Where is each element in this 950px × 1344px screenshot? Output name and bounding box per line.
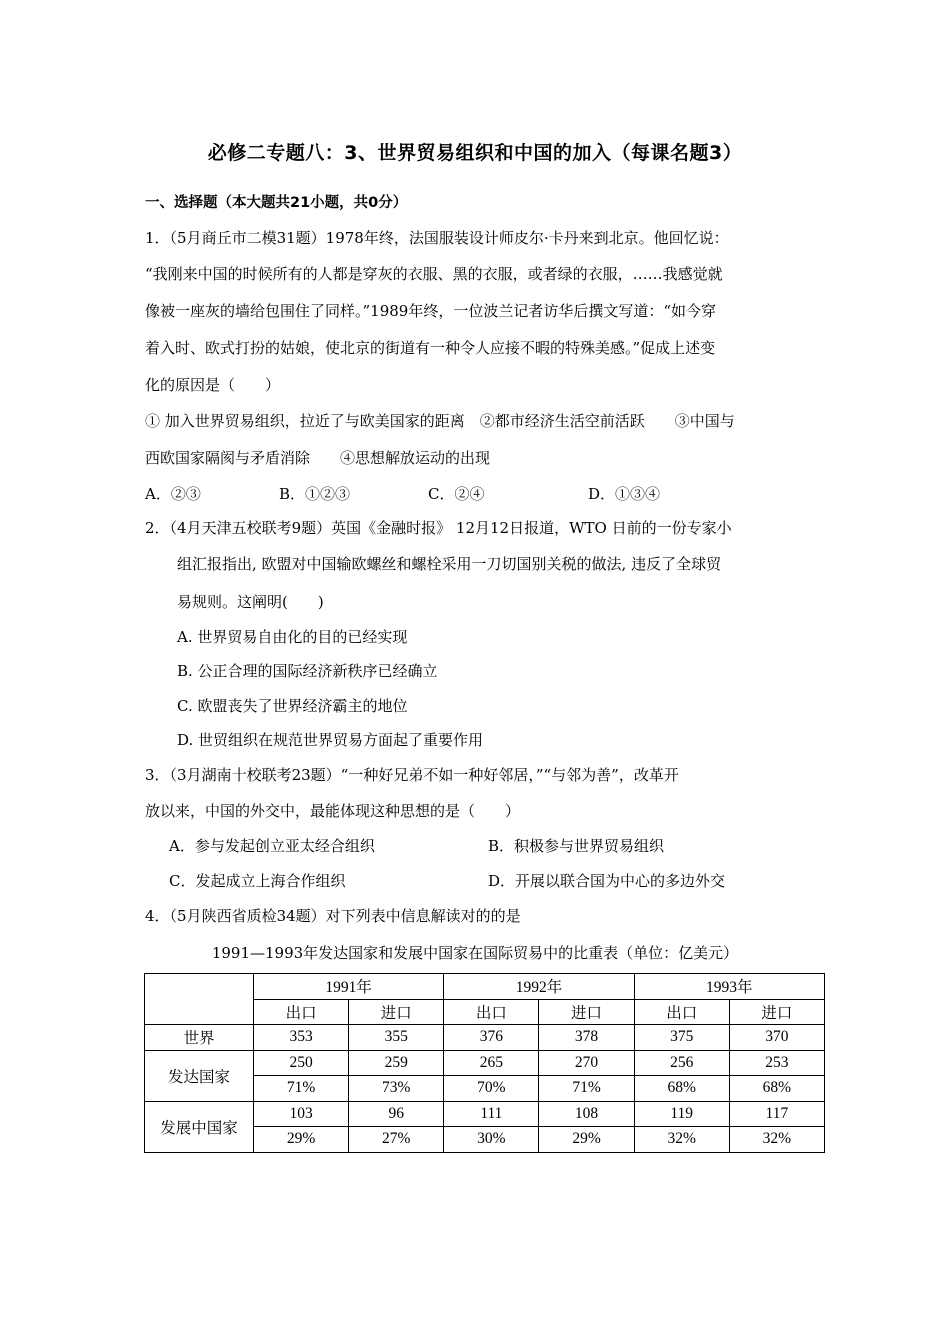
q2-line: 易规则。这阐明( ): [177, 593, 324, 611]
q2-option-d: D. 世贸组织在规范世界贸易方面起了重要作用: [177, 731, 484, 749]
table-cell: 265: [444, 1050, 539, 1076]
q1-option-a: A．②③: [145, 485, 201, 503]
row-label: 世界: [145, 1025, 254, 1051]
row-label: 发展中国家: [145, 1101, 254, 1152]
subheader-cell: 出口: [444, 999, 539, 1025]
q2-option-b: B. 公正合理的国际经济新秩序已经确立: [177, 662, 438, 680]
q2-line: 组汇报指出, 欧盟对中国输欧螺丝和螺栓采用一刀切国别关税的做法, 违反了全球贸: [177, 555, 722, 573]
q3-option-c: C．发起成立上海合作组织: [169, 872, 346, 890]
table-cell: 111: [444, 1101, 539, 1127]
q1-line: 1．（5月商丘市二模31题）1978年终，法国服装设计师皮尔·卡丹来到北京。他回忆说：: [145, 229, 729, 247]
table-cell: 29%: [254, 1127, 349, 1153]
subheader-cell: 出口: [254, 999, 349, 1025]
table-cell: 256: [634, 1050, 729, 1076]
q3-line: 放以来，中国的外交中，最能体现这种思想的是（ ）: [145, 802, 521, 820]
table-cell: 68%: [729, 1076, 824, 1102]
q2-option-a: A. 世界贸易自由化的目的已经实现: [177, 628, 408, 646]
table-row: [145, 1050, 825, 1076]
table-cell: 29%: [539, 1127, 634, 1153]
subheader-cell: 进口: [349, 999, 444, 1025]
q4-line: 4．（5月陕西省质检34题）对下列表中信息解读对的的是: [145, 907, 521, 925]
q2-option-c: C. 欧盟丧失了世界经济霸主的地位: [177, 697, 408, 715]
trade-share-table: [144, 973, 825, 1153]
table-cell: 117: [729, 1101, 824, 1127]
table-cell: 253: [729, 1050, 824, 1076]
q1-line: 像被一座灰的墙给包围住了同样。”1989年终，一位波兰记者访华后撰文写道：“如今穿: [145, 302, 717, 320]
table-cell: 250: [254, 1050, 349, 1076]
table-cell: 96: [349, 1101, 444, 1127]
table-cell: 27%: [349, 1127, 444, 1153]
page-title: 必修二专题八：3、世界贸易组织和中国的加入（每课名题3）: [207, 142, 743, 164]
subheader-cell: 进口: [539, 999, 634, 1025]
subheader-cell: 进口: [729, 999, 824, 1025]
table-cell: 355: [349, 1025, 444, 1051]
table-cell: 68%: [634, 1076, 729, 1102]
table-cell: 103: [254, 1101, 349, 1127]
table-corner-cell: [145, 974, 254, 1025]
q1-line: 化的原因是（ ）: [145, 376, 281, 394]
table-cell: 378: [539, 1025, 634, 1051]
q1-line: 着入时、欧式打扮的姑娘，使北京的街道有一种令人应接不暇的特殊美感。”促成上述变: [145, 339, 716, 357]
table-caption: 1991—1993年发达国家和发展中国家在国际贸易中的比重表（单位：亿美元）: [211, 944, 739, 962]
table-row: [145, 1101, 825, 1127]
table-cell: 370: [729, 1025, 824, 1051]
table-cell: 32%: [634, 1127, 729, 1153]
table-row: [145, 1025, 825, 1051]
table-cell: 71%: [254, 1076, 349, 1102]
year-header: 1992年: [444, 974, 634, 1000]
year-header: 1991年: [254, 974, 444, 1000]
table-cell: 375: [634, 1025, 729, 1051]
table-cell: 353: [254, 1025, 349, 1051]
q2-line: 2．（4月天津五校联考9题）英国《金融时报》 12月12日报道，WTO 日前的一份专家小: [145, 519, 732, 537]
subheader-cell: 出口: [634, 999, 729, 1025]
table-cell: 119: [634, 1101, 729, 1127]
table-cell: 270: [539, 1050, 634, 1076]
table-cell: 73%: [349, 1076, 444, 1102]
q3-option-d: D．开展以联合国为中心的多边外交: [488, 872, 726, 890]
row-label: 发达国家: [145, 1050, 254, 1101]
year-header: 1993年: [634, 974, 824, 1000]
q1-line: “我刚来中国的时候所有的人都是穿灰的衣服、黑的衣服，或者绿的衣服，……我感觉就: [145, 265, 723, 283]
table-cell: 30%: [444, 1127, 539, 1153]
table-cell: 32%: [729, 1127, 824, 1153]
table-cell: 376: [444, 1025, 539, 1051]
q1-line: 西欧国家隔阂与矛盾消除 ④思想解放运动的出现: [145, 449, 491, 467]
table-cell: 259: [349, 1050, 444, 1076]
q1-option-d: D．①③④: [588, 485, 661, 503]
section-heading: 一、选择题（本大题共21小题，共0分）: [145, 195, 408, 211]
table-cell: 71%: [539, 1076, 634, 1102]
q1-option-c: C．②④: [428, 485, 485, 503]
q1-line: ① 加入世界贸易组织，拉近了与欧美国家的距离 ②都市经济生活空前活跃 ③中国与: [145, 412, 735, 430]
q3-option-a: A．参与发起创立亚太经合组织: [169, 837, 375, 855]
table-row: [145, 974, 825, 1000]
q1-option-b: B．①②③: [279, 485, 351, 503]
q3-option-b: B．积极参与世界贸易组织: [488, 837, 665, 855]
table-cell: 108: [539, 1101, 634, 1127]
table-cell: 70%: [444, 1076, 539, 1102]
q3-line: 3．（3月湖南十校联考23题）“一种好兄弟不如一种好邻居，”“与邻为善”，改革开: [145, 766, 679, 784]
